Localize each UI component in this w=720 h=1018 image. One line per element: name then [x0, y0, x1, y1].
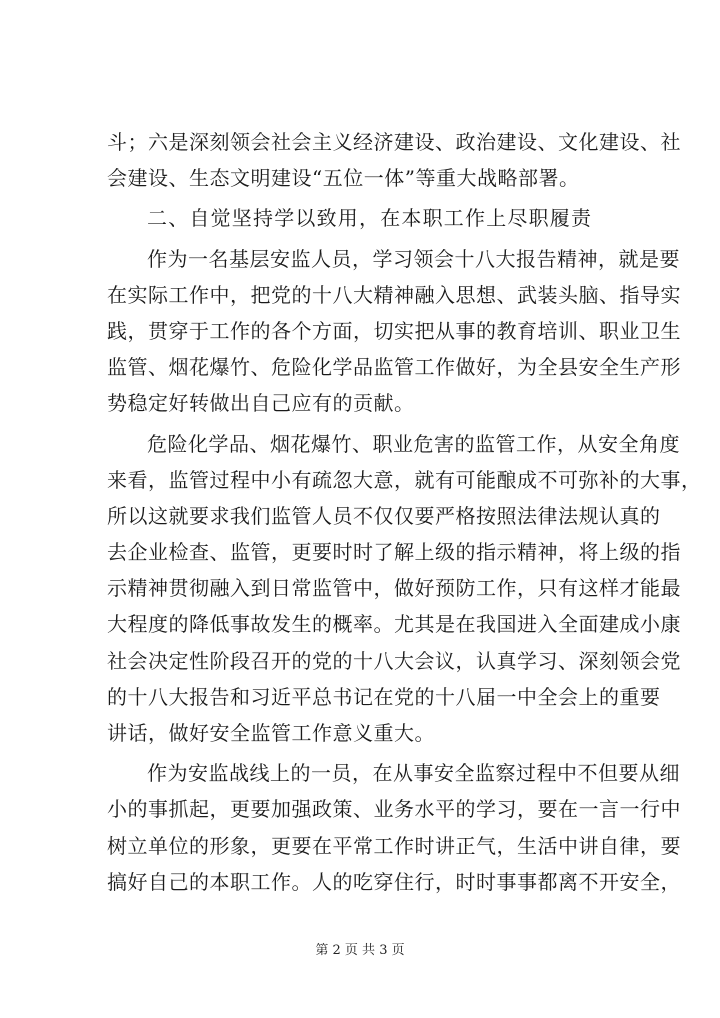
document-body	[107, 124, 702, 900]
paragraph-line: 示精神贯彻融入到日常监管中，做好预防工作，只有这样才能最	[107, 576, 681, 601]
paragraph-line: 的十八大报告和习近平总书记在党的十八届一中全会上的重要	[107, 684, 661, 709]
paragraph-line: 斗；六是深刻领会社会主义经济建设、政治建设、文化建设、社	[107, 130, 681, 154]
paragraph-line: 大程度的降低事故发生的概率。尤其是在我国进入全面建成小康	[107, 612, 681, 637]
paragraph-line: 危险化学品、烟花爆竹、职业危害的监管工作，从安全角度	[147, 431, 680, 456]
paragraph-line: 势稳定好转做出自己应有的贡献。	[107, 391, 415, 416]
paragraph-line: 作为一名基层安监人员，学习领会十八大报告精神，就是要	[147, 246, 680, 271]
page-number-footer: 第 2 页 共 3 页	[315, 943, 405, 958]
paragraph-line: 树立单位的形象，更要在平常工作时讲正气，生活中讲自律，要	[107, 833, 681, 858]
paragraph-line: 作为安监战线上的一员，在从事安全监察过程中不但要从细	[147, 761, 680, 786]
paragraph-line: 在实际工作中，把党的十八大精神融入思想、武装头脑、指导实	[107, 282, 681, 307]
paragraph-line: 去企业检查、监管，更要时时了解上级的指示精神，将上级的指	[107, 540, 681, 565]
paragraph-line: 践，贯穿于工作的各个方面，切实把从事的教育培训、职业卫生	[107, 318, 681, 343]
paragraph-line: 来看，监管过程中小有疏忽大意，就有可能酿成不可弥补的大事，	[107, 467, 702, 492]
paragraph-line: 所以这就要求我们监管人员不仅仅要严格按照法律法规认真的	[107, 503, 661, 528]
paragraph-line: 社会决定性阶段召开的党的十八大会议，认真学习、深刻领会党	[107, 648, 681, 673]
section-heading: 二、自觉坚持学以致用，在本职工作上尽职履责	[147, 206, 593, 231]
paragraph-line: 监管、烟花爆竹、危险化学品监管工作做好，为全县安全生产形	[107, 355, 681, 380]
paragraph-line: 讲话，做好安全监管工作意义重大。	[107, 721, 435, 745]
paragraph-line: 搞好自己的本职工作。人的吃穿住行，时时事事都离不开安全，	[107, 869, 681, 894]
paragraph-line: 小的事抓起，更要加强政策、业务水平的学习，要在一言一行中	[107, 797, 681, 822]
paragraph-line: 会建设、生态文明建设“五位一体”等重大战略部署。	[107, 166, 580, 191]
